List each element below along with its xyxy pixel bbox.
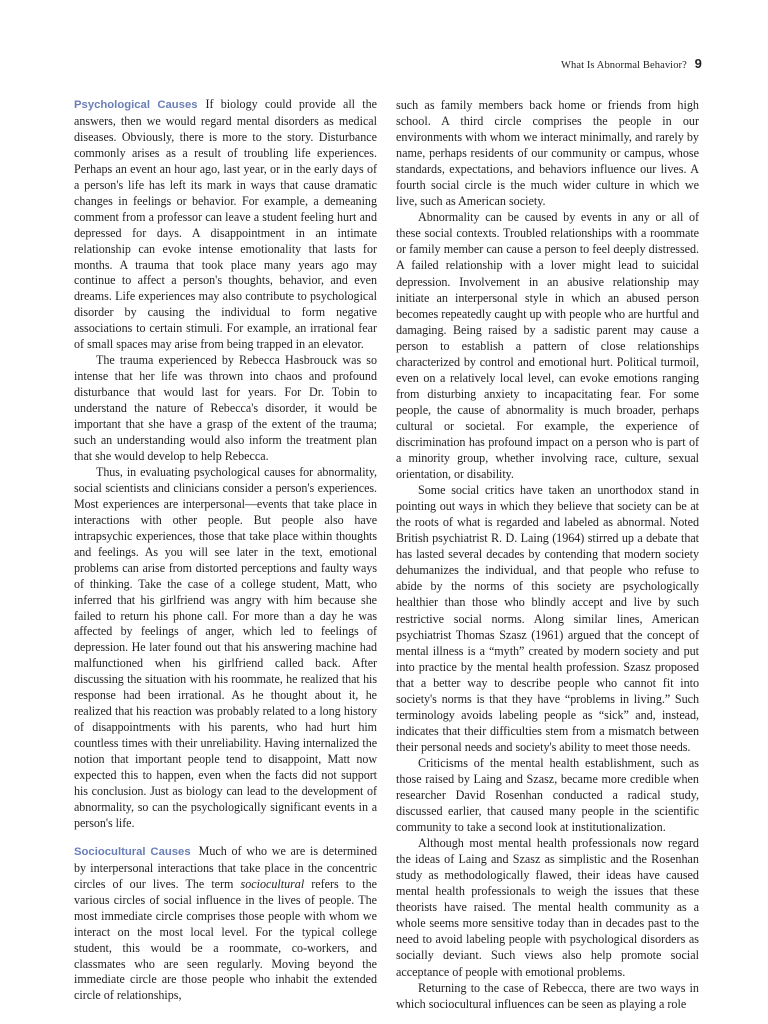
paragraph: Returning to the case of Rebecca, there are two ways in which sociocultural influences can be seen as playing a role <box>396 980 699 1011</box>
sociocultural-causes-paragraph <box>74 844 377 1005</box>
body-text: Much of who we are is determined by interpersonal interactions that take place in the concentric circles of our lives. The term <box>74 843 378 891</box>
psychological-causes-paragraph <box>74 97 377 353</box>
section-heading-sociocultural-causes: Sociocultural Causes <box>74 845 191 858</box>
left-column <box>74 97 377 1004</box>
paragraph: Abnormality can be caused by events in any or all of these social contexts. Troubled relationships with a roommate or family member can cause a person to feel deeply distressed. A failed relationship with a lover might lead to suicidal depression. Involvement in an abusive relationship may initiate an interpersonal style in which an abused person becomes repeatedly caught up with people who are hurtful and damaging. Being raised by a sadistic parent may cause a person to establish a pattern of close relationships characterized by control and emotional hurt. Political turmoil, even on a relatively local level, can evoke emotions ranging from disturbing anxiety to incapacitating fear. For some people, the cause of abnormality is much broader, perhaps cultural or societal. For example, the experience of discrimination has profound impact on a person who is part of a minority group, whether involving race, culture, sexual orientation, or disability. <box>396 210 699 482</box>
body-text: If biology could provide all the answers, then we would regard mental disorders as medical diseases. Obviously, there is more to the story. Disturbance commonly arises as a result of troubling life experiences. Perhaps an event an hour ago, last year, or in the early days of a person's life has left its mark in ways that cause dramatic changes in feelings or behavior. For example, a demeaning comment from a professor can leave a student feeling hurt and depressed for days. A disappointment in an intimate relationship can evoke intense emotionality that lasts for months. A trauma that took place many years ago may continue to affect a person's thoughts, behavior, and even dreams. Life experiences may also contribute to psychological disorder by causing the individual to form negative associations to certain stimuli. For example, an irrational fear of small spaces may arise from being trapped in an elevator. <box>74 97 377 352</box>
paragraph: Although most mental health professionals now regard the ideas of Laing and Szasz as simplistic and the Rosenhan study as methodologically flawed, their ideas have caused mental health professionals to weigh the issues that these theorists have raised. The mental health community as a whole seems more sensitive today than in decades past to the need to avoid labeling people with psychological disorders as socially deviant. Such views also help promote social acceptance of people with emotional problems. <box>396 836 699 979</box>
paragraph: Some social critics have taken an unorthodox stand in pointing out ways in which they believe that society can be at the roots of what is regarded and labeled as abnormal. Noted British psychiatrist R. D. Laing (1964) stirred up a debate that has lasted several decades by contending that modern society dehumanizes the individual, and that people who refuse to abide by the norms of this society are psychologically healthier than those who blindly accept and live by such restrictive social norms. Along similar lines, American psychiatrist Thomas Szasz (1961) argued that the concept of mental illness is a “myth” created by modern society and put into practice by the mental health profession. Szasz proposed that a better way to describe people who cannot fit into society's norms is that they have “problems in living.” Such terminology avoids labeling people as “sick” and, instead, indicates that their difficulties stem from a mismatch between their personal needs and society's ability to meet those needs. <box>396 483 699 754</box>
italic-term: sociocultural <box>240 876 305 891</box>
chapter-title: What Is Abnormal Behavior? <box>560 60 687 71</box>
body-text: refers to the various circles of social influence in the lives of people. The most immediate circle comprises those people with whom we interact on the most local level. For the typical college student, this would be a roommate, co-workers, and classmates who are seen regularly. Moving beyond the immediate circle are those people who inhabit the extended circle of relationships, <box>74 876 377 1003</box>
paragraph: such as family members back home or friends from high school. A third circle comprises the people in our environments with whom we interact minimally, and rarely by name, perhaps residents of our community or campus, whose standards, expectations, and behaviors influence our lives. A fourth social circle is the much wider culture in which we live, such as American society. <box>396 98 699 209</box>
paragraph: Criticisms of the mental health establishment, such as those raised by Laing and Szasz, became more credible when researcher David Rosenhan conducted a radical study, discussed earlier, that caused many people in the scientific community to take a second look at institutionalization. <box>396 755 699 835</box>
right-column <box>396 97 699 1012</box>
section-heading-psychological-causes: Psychological Causes <box>74 99 198 111</box>
running-head <box>561 56 702 71</box>
paragraph: Thus, in evaluating psychological causes for abnormality, social scientists and clinicians consider a person's experiences. Most experiences are interpersonal—events that take place in interactions with other people. But people also have intrapsychic experiences, those that take place within thoughts and feelings. As you will see later in the text, emotional problems can arise from distorted perceptions and faulty ways of thinking. Take the case of a college student, Matt, who inferred that his girlfriend was angry with him because she failed to return his phone call. For more than a day he was affected by feelings of anger, which led to feelings of depression. He later found out that his answering machine had malfunctioned when his girlfriend called back. After discussing the situation with his roommate, he realized that his response had been irrational. As he thought about it, he realized that his reaction was probably related to a long history of disappointments with his parents, who had hurt him countless times with their unreliability. Having internalized the notion that important people tend to disappoint, Matt now expected this to happen, even when the facts did not support his conclusion. Just as biology can lead to the development of abnormality, so can the psychologically significant events in a person's life. <box>74 464 377 830</box>
paragraph: The trauma experienced by Rebecca Hasbrouck was so intense that her life was thrown into chaos and profound disturbance that would last for years. For Dr. Tobin to understand the nature of Rebecca's disorder, it would be important that she have a grasp of the extent of the trauma; such an understanding would also inform the treatment plan that she would develop to help Rebecca. <box>74 353 377 463</box>
page-number: 9 <box>694 56 702 71</box>
